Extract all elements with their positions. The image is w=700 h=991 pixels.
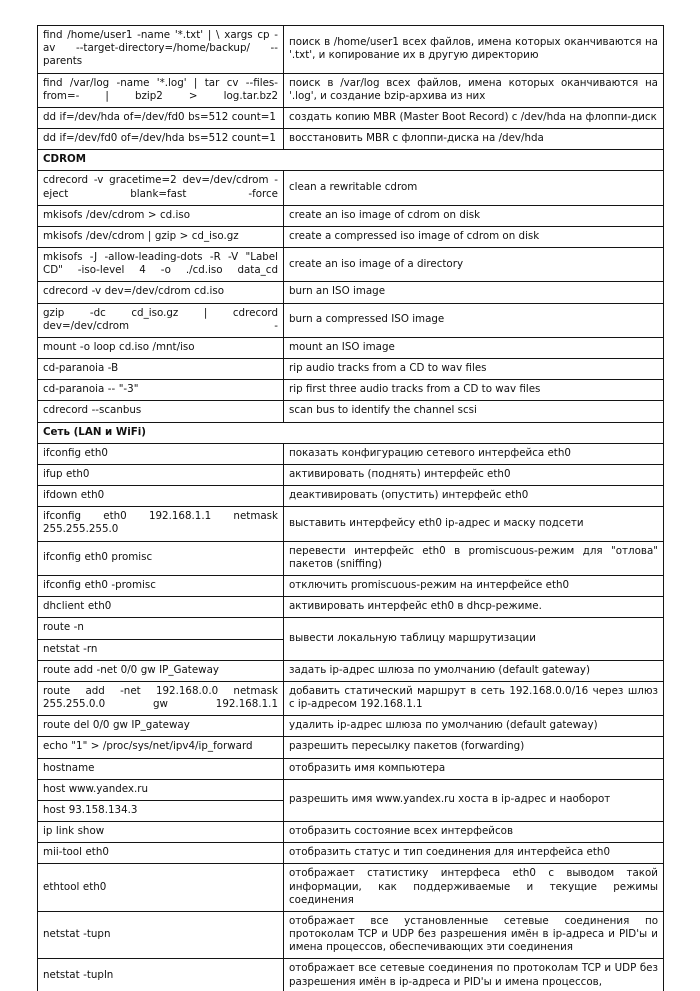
- description-cell: отображает все установленные сетевые соединения по протоколам TCP и UDP без разрешения имён в ip-адреса и PID'ы и имена процессов, обеспечивающих эти соединения: [284, 911, 664, 959]
- command-cell: [38, 911, 284, 959]
- section-header: CDROM: [38, 150, 664, 171]
- command-text: mkisofs /dev/cdrom > cd.iso: [43, 208, 191, 221]
- description-cell: показать конфигурацию сетевого интерфейса eth0: [284, 443, 664, 464]
- command-cell: [38, 660, 284, 681]
- table-body: [38, 26, 664, 991]
- command-cell: [38, 639, 284, 660]
- command-text: netstat -tupn: [43, 928, 111, 941]
- command-text: mii-tool eth0: [43, 846, 109, 859]
- description-cell: добавить статический маршрут в сеть 192.168.0.0/16 через шлюз с ip-адресом 192.168.1.1: [284, 681, 664, 715]
- table-row: [38, 359, 664, 380]
- table-row: [38, 464, 664, 485]
- table-row: [38, 282, 664, 303]
- command-text: echo "1" > /proc/sys/net/ipv4/ip_forward: [43, 740, 253, 753]
- description-cell: отобразить имя компьютера: [284, 758, 664, 779]
- table-row: [38, 129, 664, 150]
- command-cell: [38, 443, 284, 464]
- command-cell: [38, 758, 284, 779]
- command-cell: [38, 575, 284, 596]
- table-row: [38, 486, 664, 507]
- description-cell: отобразить статус и тип соединения для интерфейса eth0: [284, 843, 664, 864]
- table-row: [38, 541, 664, 575]
- description-cell: восстановить MBR с флоппи-диска на /dev/hda: [284, 129, 664, 150]
- description-cell: mount an ISO image: [284, 337, 664, 358]
- table-row: [38, 303, 664, 337]
- command-cell: [38, 248, 284, 282]
- command-text: ifconfig eth0: [43, 446, 108, 459]
- command-text: ifdown eth0: [43, 489, 105, 502]
- command-cell: [38, 681, 284, 715]
- table-row: [38, 618, 664, 639]
- command-cell: [38, 800, 284, 821]
- description-cell: rip audio tracks from a CD to wav files: [284, 359, 664, 380]
- table-row: [38, 248, 664, 282]
- command-text: host 93.158.134.3: [43, 803, 138, 816]
- command-cell: [38, 401, 284, 422]
- description-cell: выставить интерфейсу eth0 ip-адрес и маску подсети: [284, 507, 664, 541]
- command-text: ifconfig eth0 promisc: [43, 551, 153, 564]
- command-text: dd if=/dev/hda of=/dev/fd0 bs=512 count=1: [43, 110, 276, 123]
- command-text: find /home/user1 -name '*.txt' | \ xargs cp -av --target-directory=/home/backup/ --parents: [43, 29, 278, 68]
- description-cell: активировать (поднять) интерфейс eth0: [284, 464, 664, 485]
- table-row: [38, 205, 664, 226]
- description-cell: burn an ISO image: [284, 282, 664, 303]
- document-sheet: [37, 25, 663, 991]
- description-cell: создать копию MBR (Master Boot Record) с /dev/hda на флоппи-диск: [284, 107, 664, 128]
- command-cell: [38, 205, 284, 226]
- table-row: [38, 758, 664, 779]
- command-text: route add -net 192.168.0.0 netmask 255.255.0.0 gw 192.168.1.1: [43, 684, 278, 711]
- command-cell: [38, 303, 284, 337]
- command-text: gzip -dc cd_iso.gz | cdrecord dev=/dev/cdrom -: [43, 306, 278, 332]
- command-cell: [38, 618, 284, 639]
- command-cell: [38, 26, 284, 74]
- command-text: hostname: [43, 761, 95, 774]
- command-text: cdrecord -v gracetime=2 dev=/dev/cdrom -eject blank=fast -force: [43, 174, 278, 200]
- command-text: ifconfig eth0 192.168.1.1 netmask 255.255.255.0: [43, 510, 278, 536]
- command-text: mkisofs -J -allow-leading-dots -R -V "Label CD" -iso-level 4 -o ./cd.iso data_cd: [43, 251, 278, 277]
- command-cell: [38, 129, 284, 150]
- description-cell: отключить promiscuous-режим на интерфейсе eth0: [284, 575, 664, 596]
- command-cell: [38, 716, 284, 737]
- table-row: [38, 660, 664, 681]
- command-text: netstat -rn: [43, 642, 98, 655]
- description-cell: задать ip-адрес шлюза по умолчанию (default gateway): [284, 660, 664, 681]
- command-cell: [38, 597, 284, 618]
- command-cell: [38, 359, 284, 380]
- description-cell: перевести интерфейс eth0 в promiscuous-режим для "отлова" пакетов (sniffing): [284, 541, 664, 575]
- table-row: [38, 822, 664, 843]
- description-cell: разрешить имя www.yandex.ru хоста в ip-адрес и наоборот: [284, 779, 664, 821]
- command-text: netstat -tupln: [43, 969, 114, 981]
- command-cell: [38, 486, 284, 507]
- section-header: Сеть (LAN и WiFi): [38, 422, 664, 443]
- command-cell: [38, 541, 284, 575]
- table-row: [38, 380, 664, 401]
- description-cell: активировать интерфейс eth0 в dhcp-режиме.: [284, 597, 664, 618]
- command-text: dhclient eth0: [43, 600, 112, 613]
- description-cell: поиск в /home/user1 всех файлов, имена которых оканчиваются на '.txt', и копирование их в другую директорию: [284, 26, 664, 74]
- table-row: [38, 73, 664, 107]
- command-text: ethtool eth0: [43, 880, 107, 893]
- command-text: cdrecord --scanbus: [43, 404, 142, 417]
- table-row: [38, 401, 664, 422]
- command-text: ifconfig eth0 -promisc: [43, 578, 156, 591]
- table-row: [38, 26, 664, 74]
- description-cell: rip first three audio tracks from a CD to wav files: [284, 380, 664, 401]
- command-text: cd-paranoia -- "-3": [43, 383, 139, 396]
- table-row: [38, 911, 664, 959]
- command-text: host www.yandex.ru: [43, 782, 149, 795]
- command-cell: [38, 843, 284, 864]
- command-cell: [38, 226, 284, 247]
- command-cell: [38, 337, 284, 358]
- command-text: cd-paranoia -B: [43, 362, 119, 375]
- table-row: [38, 959, 664, 991]
- table-row: [38, 226, 664, 247]
- table-row: [38, 843, 664, 864]
- table-row: [38, 422, 664, 443]
- description-cell: поиск в /var/log всех файлов, имена которых оканчиваются на '.log', и создание bzip-архива из них: [284, 73, 664, 107]
- command-cell: [38, 464, 284, 485]
- description-cell: create an iso image of cdrom on disk: [284, 205, 664, 226]
- table-row: [38, 681, 664, 715]
- table-row: [38, 443, 664, 464]
- description-cell: clean a rewritable cdrom: [284, 171, 664, 205]
- description-cell: деактивировать (опустить) интерфейс eth0: [284, 486, 664, 507]
- command-cell: [38, 380, 284, 401]
- command-cell: [38, 864, 284, 912]
- command-cell: [38, 822, 284, 843]
- command-text: cdrecord -v dev=/dev/cdrom cd.iso: [43, 285, 225, 298]
- command-text: route del 0/0 gw IP_gateway: [43, 719, 190, 732]
- command-text: mount -o loop cd.iso /mnt/iso: [43, 340, 195, 353]
- description-cell: burn a compressed ISO image: [284, 303, 664, 337]
- description-cell: отображает статистику интерфеса eth0 с выводом такой информации, как поддерживаемые и текущие режимы соединения: [284, 864, 664, 912]
- command-reference-table: [37, 25, 664, 991]
- description-cell: scan bus to identify the channel scsi: [284, 401, 664, 422]
- table-row: [38, 150, 664, 171]
- description-cell: удалить ip-адрес шлюза по умолчанию (default gateway): [284, 716, 664, 737]
- command-cell: [38, 73, 284, 107]
- command-text: route add -net 0/0 gw IP_Gateway: [43, 663, 220, 676]
- command-text: mkisofs /dev/cdrom | gzip > cd_iso.gz: [43, 229, 239, 242]
- command-cell: [38, 282, 284, 303]
- command-cell: [38, 107, 284, 128]
- description-cell: разрешить пересылку пакетов (forwarding): [284, 737, 664, 758]
- table-row: [38, 575, 664, 596]
- table-row: [38, 107, 664, 128]
- command-cell: [38, 779, 284, 800]
- command-text: route -n: [43, 621, 84, 634]
- command-text: ifup eth0: [43, 467, 90, 480]
- table-row: [38, 779, 664, 800]
- table-row: [38, 864, 664, 912]
- command-text: ip link show: [43, 825, 105, 838]
- command-cell: [38, 171, 284, 205]
- table-row: [38, 507, 664, 541]
- command-text: dd if=/dev/fd0 of=/dev/hda bs=512 count=1: [43, 132, 276, 145]
- command-cell: [38, 959, 284, 991]
- command-cell: [38, 507, 284, 541]
- table-row: [38, 716, 664, 737]
- description-cell: отобразить состояние всех интерфейсов: [284, 822, 664, 843]
- table-row: [38, 597, 664, 618]
- description-cell: вывести локальную таблицу маршрутизации: [284, 618, 664, 660]
- command-cell: [38, 737, 284, 758]
- table-row: [38, 171, 664, 205]
- description-cell: create a compressed iso image of cdrom on disk: [284, 226, 664, 247]
- command-text: find /var/log -name '*.log' | tar cv --files-from=- | bzip2 > log.tar.bz2: [43, 76, 278, 102]
- table-row: [38, 737, 664, 758]
- description-cell: create an iso image of a directory: [284, 248, 664, 282]
- table-row: [38, 337, 664, 358]
- description-cell: отображает все сетевые соединения по протоколам TCP и UDP без разрешения имён в ip-адреса и PID'ы и имена процессов,: [284, 959, 664, 991]
